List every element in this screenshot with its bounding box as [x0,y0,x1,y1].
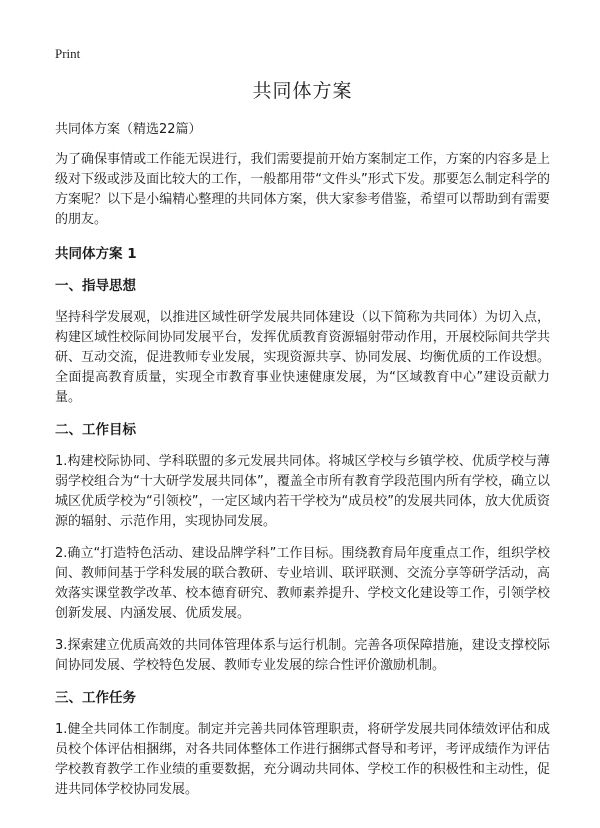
document-subtitle: 共同体方案（精选22篇） [55,122,202,137]
section-heading: 一、指导思想 [55,278,136,294]
section-work-goals [55,420,550,676]
print-link[interactable]: Print [55,46,81,61]
article-heading: 共同体方案 1 [55,246,137,262]
section-paragraph: 1.构建校际协同、学科联盟的多元发展共同体。将城区学校与乡镇学校、优质学校与薄弱学校组合为“十大研学发展共同体”，覆盖全市所有教育学段范围内所有学校，确立以城区优质学校为“引领校”，一定区域内若干学校为“成员校”的发展共同体，放大优质资源的辐射、示范作用，实现协同发展。 [55,454,550,529]
section-guiding-ideology [55,276,550,408]
intro-paragraph: 为了确保事情或工作能无误进行，我们需要提前开始方案制定工作，方案的内容多是上级对下级或涉及面比较大的工作，一般都用带“文件头”形式下发。那要怎么制定科学的方案呢？以下是小编精心整理的共同体方案，供大家参考借鉴，希望可以帮助到有需要的朋友。 [55,152,550,227]
section-paragraph: 1.健全共同体工作制度。制定并完善共同体管理职责，将研学发展共同体绩效评估和成员校个体评估相捆绑，对各共同体整体工作进行捆绑式督导和考评，考评成绩作为评估学校教育教学工作业绩的重要数据，充分调动共同体、学校工作的积极性和主动性，促进共同体学校协同发展。 [55,722,550,797]
section-paragraph: 坚持科学发展观，以推进区域性研学发展共同体建设（以下简称为共同体）为切入点，构建区域性校际间协同发展平台，发挥优质教育资源辐射带动作用，开展校际间共学共研、互动交流，促进教师专业发展，实现资源共享、协同发展、均衡优质的工作设想。全面提高教育质量，实现全市教育事业快速健康发展，为“区域教育中心”建设贡献力量。 [55,310,550,405]
section-heading: 三、工作任务 [55,690,136,706]
section-paragraph: 3.探索建立优质高效的共同体管理体系与运行机制。完善各项保障措施，建设支撑校际间协同发展、学校特色发展、教师专业发展的综合性评价激励机制。 [55,638,550,673]
document-title: 共同体方案 [252,80,353,102]
document [55,78,550,812]
section-paragraph: 2.确立“打造特色活动、建设品牌学科”工作目标。围绕教育局年度重点工作，组织学校间、教师间基于学科发展的联合教研、专业培训、联评联测、交流分享等研学活动，高效落实课堂教学改革、校本德育研究、教师素养提升、学校文化建设等工作，引领学校创新发展、内涵发展、优质发展。 [55,546,550,621]
section-work-tasks [55,688,550,800]
section-heading: 二、工作目标 [55,422,136,438]
